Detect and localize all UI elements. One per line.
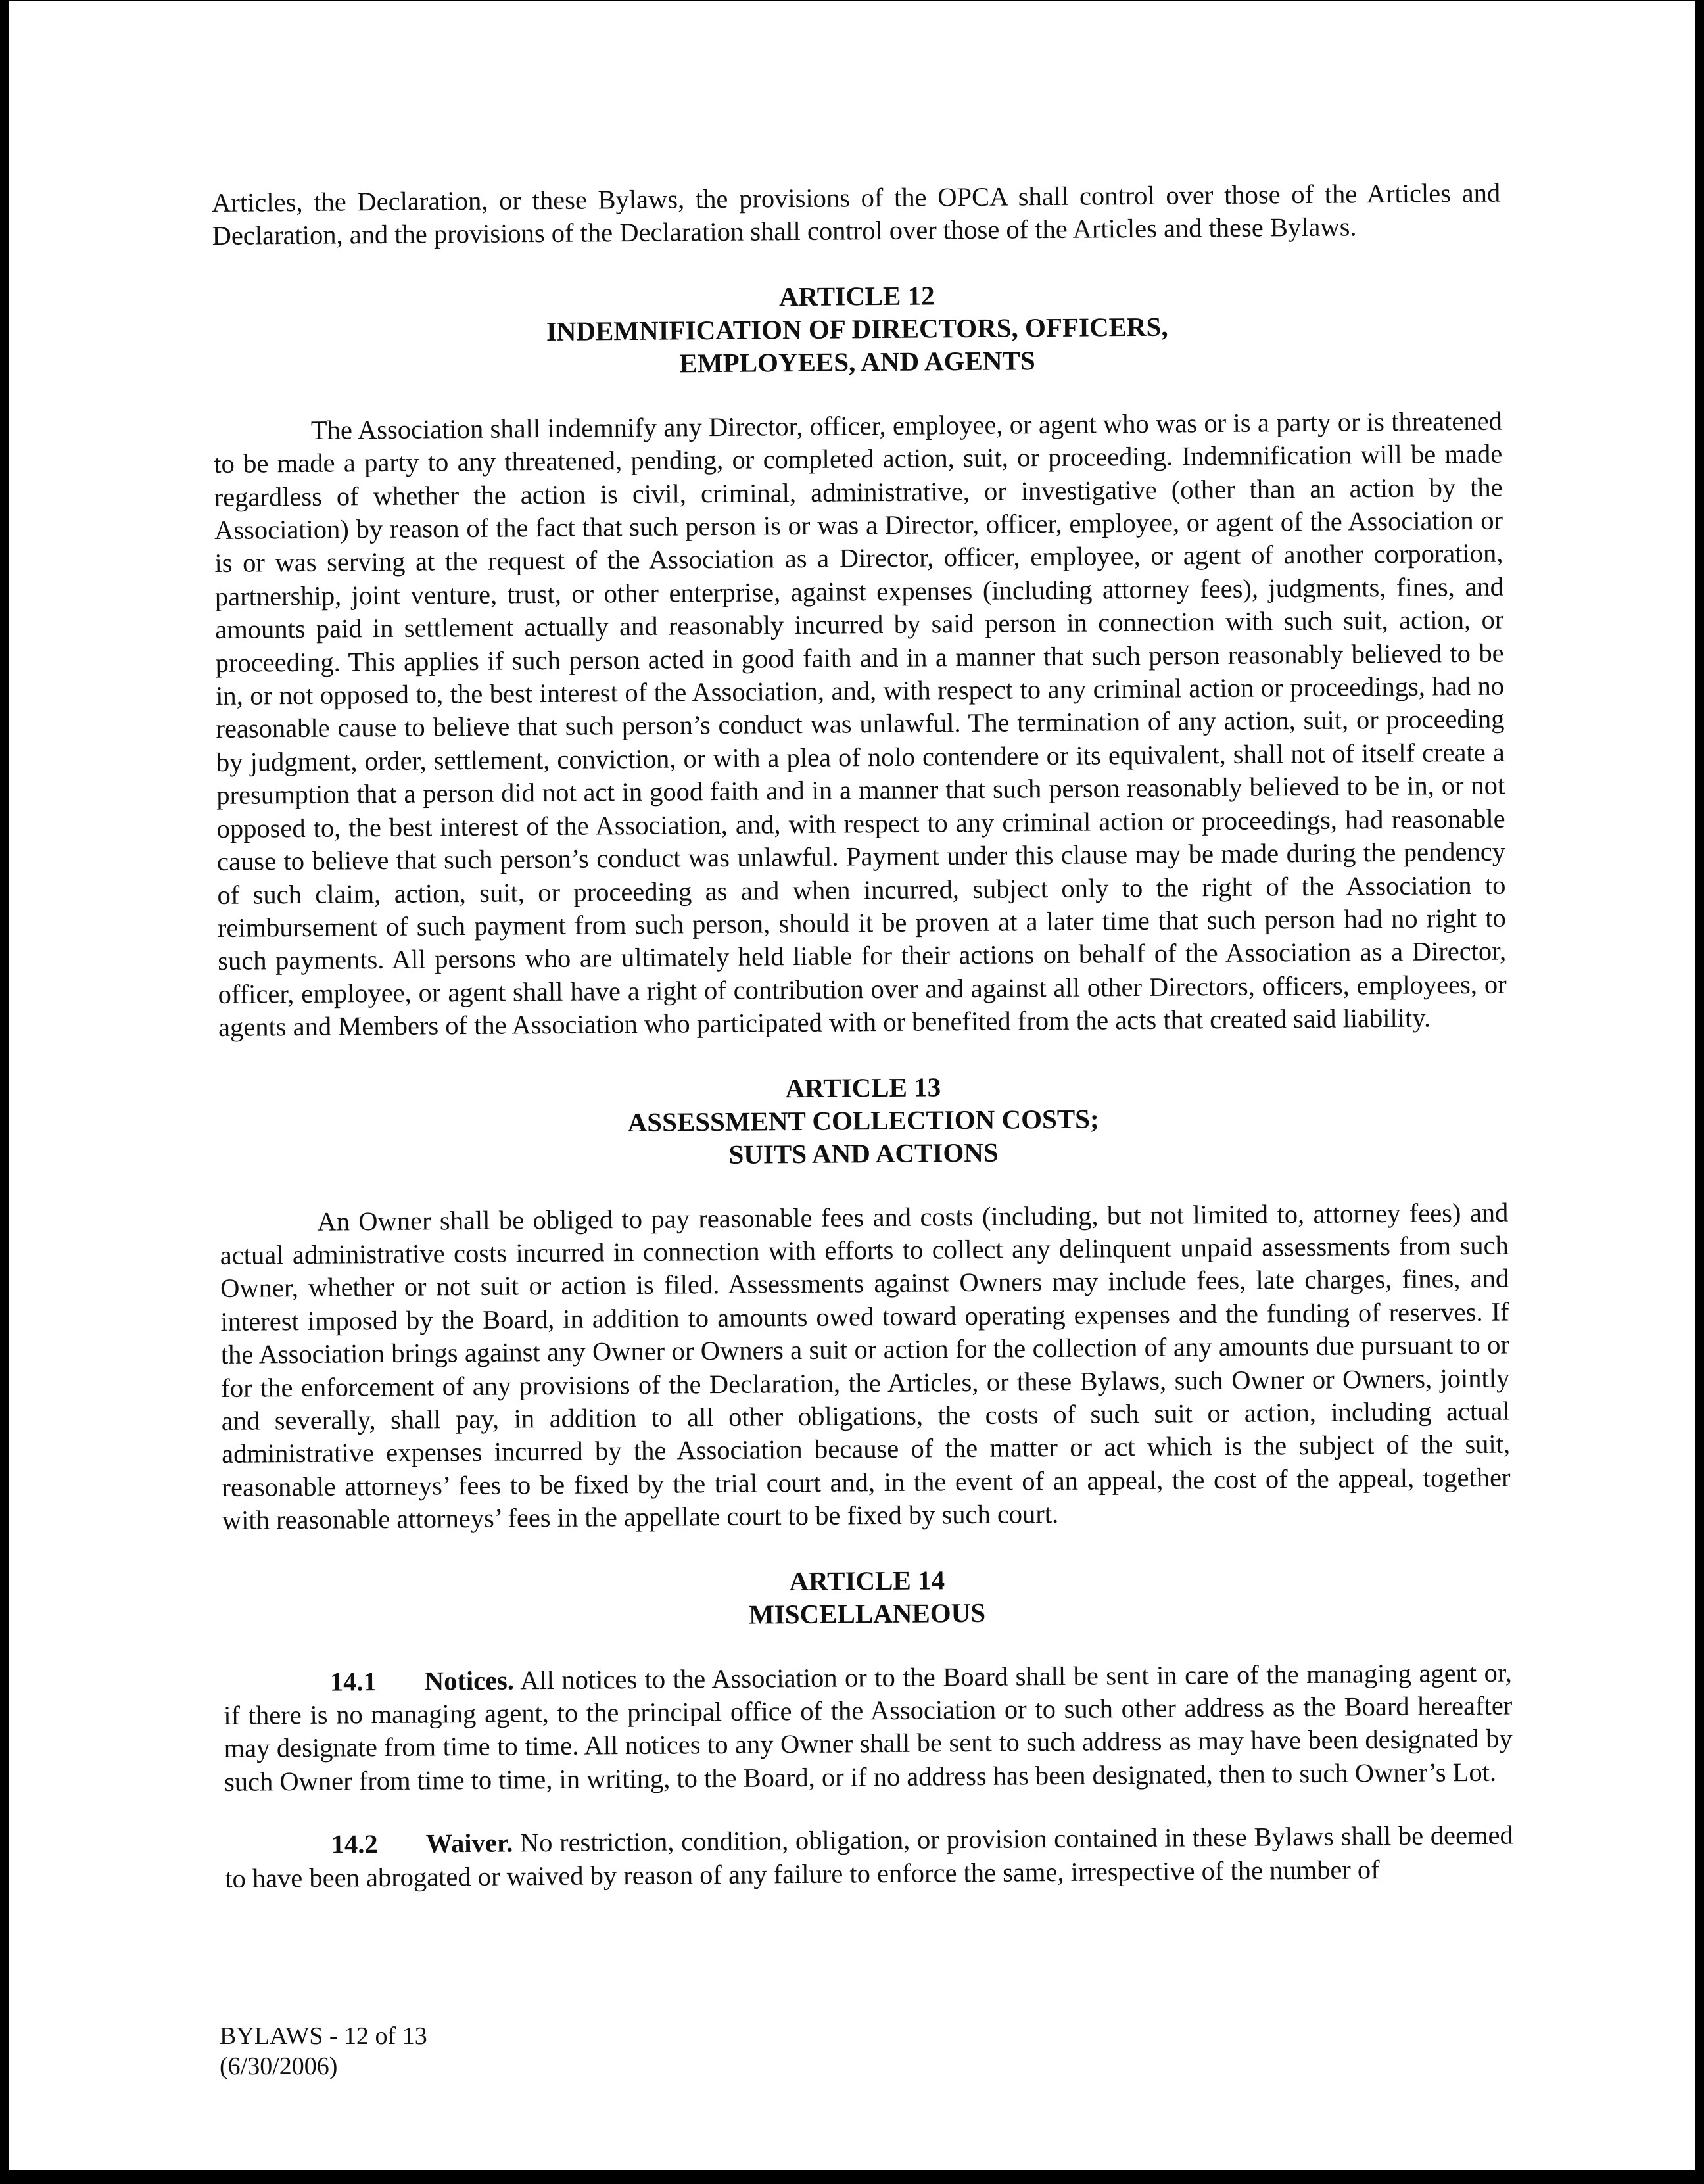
section-14-1-number: 14.1 [329, 1666, 377, 1697]
section-14-2 [225, 1819, 1514, 1895]
article-12-heading [212, 274, 1502, 383]
article-13-heading [219, 1066, 1508, 1174]
section-14-2-title: Waiver. [425, 1828, 513, 1859]
page-footer [220, 2021, 427, 2081]
article-12-title-line2: EMPLOYEES, AND AGENTS [679, 344, 1035, 379]
article-14-heading [223, 1559, 1512, 1634]
footer-date: (6/30/2006) [220, 2053, 338, 2080]
section-14-1-text: All notices to the Association or to the Board shall be sent in care of the managing agent or, if there is no managing agent, to the principal office of the Association or to such other address as the Board hereafter may designate from time to time. All notices to any Owner shall be sent to such address as may have been designated by such Owner from time to time, in writing, to the Board, or if no address has been designated, then to such Owner’s Lot. [224, 1657, 1513, 1797]
article-12-number: ARTICLE 12 [778, 280, 935, 312]
article-13-title-line1: ASSESSMENT COLLECTION COSTS; [627, 1103, 1099, 1137]
section-14-2-number: 14.2 [331, 1829, 378, 1859]
article-13-body: An Owner shall be obliged to pay reasonable fees and costs (including, but not limited to, attorney fees) and actual administrative costs incurred in connection with efforts to collect any delinquent unpaid assessments from such Owner, whether or not suit or action is filed. Assessments against Owners may include fees, late charges, fines, and interest imposed by the Board, in addition to amounts owed toward operating expenses and the funding of reserves. If the Association brings against any Owner or Owners a suit or action for the collection of any amounts due pursuant to or for the enforcement of any provisions of the Declaration, the Articles, or these Bylaws, such Owner or Owners, jointly and severally, shall pay, in addition to all other obligations, the costs of such suit or action, including actual administrative expenses incurred by the Association because of the matter or act which is the subject of the suit, reasonable attorneys’ fees to be fixed by the trial court and, in the event of an appeal, the cost of the appeal, together with reasonable attorneys’ fees in the appellate court to be fixed by such court. [220, 1197, 1511, 1536]
footer-page-label: BYLAWS - 12 of 13 [220, 2022, 427, 2050]
section-14-2-text: No restriction, condition, obligation, or provision contained in these Bylaws shall be deemed to have been abrogated or waived by reason of any failure to enforce the same, irrespective of the number of [225, 1820, 1513, 1893]
article-14-title: MISCELLANEOUS [748, 1597, 986, 1630]
article-12-body: The Association shall indemnify any Director, officer, employee, or agent who was or is a party or is threatened to be made a party to any threatened, pending, or completed action, suit, or proceeding. Indemnification will be made regardless of whether the action is civil, criminal, administrative, or investigative (other than an action by the Association) by reason of the fact that such person is or was a Director, officer, employee, or agent of the Association or is or was serving at the request of the Association as a Director, officer, employee, or agent of another corporation, partnership, joint venture, trust, or other enterprise, against expenses (including attorney fees), judgments, fines, and amounts paid in settlement actually and reasonably incurred by said person in connection with such suit, action, or proceeding. This applies if such person acted in good faith and in a manner that such person reasonably believed to be in, or not opposed to, the best interest of the Association, and, with respect to any criminal action or proceedings, had no reasonable cause to believe that such person’s conduct was unlawful. The termination of any action, suit, or proceeding by judgment, order, settlement, conviction, or with a plea of nolo contendere or its equivalent, shall not of itself create a presumption that a person did not act in good faith and in a manner that such person reasonably believed to be in, or not opposed to, the best interest of the Association, and, with respect to any criminal action or proceedings, had reasonable cause to believe that such person’s conduct was unlawful. Payment under this clause may be made during the pendency of such claim, action, suit, or proceeding as and when incurred, subject only to the right of the Association to reimbursement of such payment from such person, should it be proven at a later time that such person had no right to such payments. All persons who are ultimately held liable for their actions on behalf of the Association as a Director, officer, employee, or agent shall have a right of contribution over and against all other Directors, officers, employees, or agents and Members of the Association who participated with or benefited from the acts that created said liability. [214, 406, 1507, 1043]
article-12-title-line1: INDEMNIFICATION OF DIRECTORS, OFFICERS, [546, 311, 1168, 346]
article-13-number: ARTICLE 13 [785, 1071, 941, 1103]
section-14-1 [224, 1656, 1513, 1799]
article-14-number: ARTICLE 14 [789, 1564, 945, 1596]
intro-paragraph: Articles, the Declaration, or these Bylaws, the provisions of the OPCA shall control over those of the Articles and Declaration, and the provisions of the Declaration shall control over those of the Articles and these Bylaws. [212, 178, 1501, 251]
article-13-title-line2: SUITS AND ACTIONS [728, 1137, 999, 1170]
section-14-1-title: Notices. [424, 1665, 515, 1696]
document-page [212, 177, 1513, 1895]
